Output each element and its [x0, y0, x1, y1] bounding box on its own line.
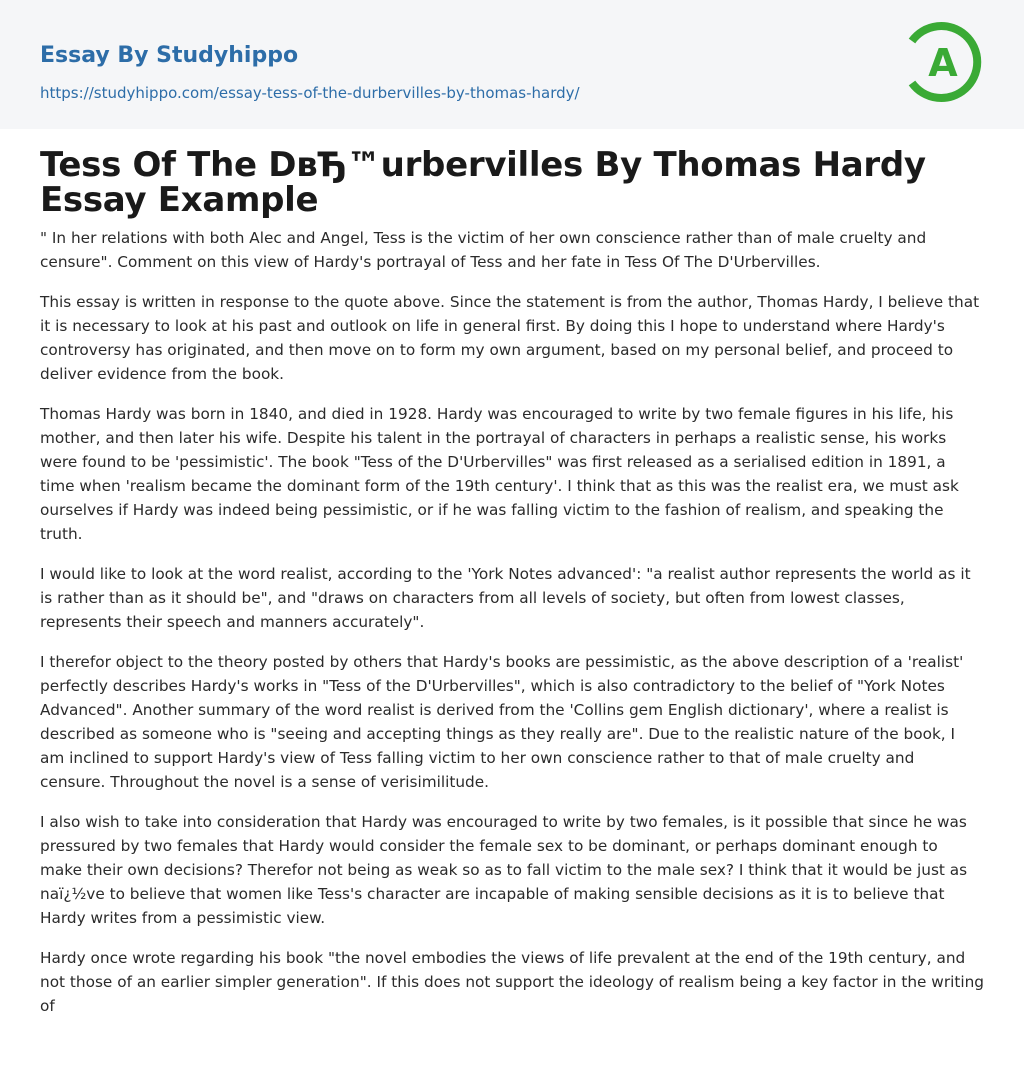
paragraph: Hardy once wrote regarding his book "the novel embodies the views of life prevalent at the end of the 19th century, and not those of an earlier simpler generation". If this does not support the ideology of realism being a key factor in the writing of — [40, 949, 985, 1015]
article-title: Tess Of The DвЂ™urbervilles By Thomas Hardy Essay Example — [40, 145, 926, 220]
paragraph: I also wish to take into consideration that Hardy was encouraged to write by two females, is it possible that since he was pressured by two females that Hardy would consider the female sex to be dominant, or perhaps dominant enough to make their own decisions? Therefor not being as weak so as to fall victim to the male sex? I think that it would be just as naï¿½ve to believe that women like Tess's character are incapable of making sensible decisions as it is to believe that Hardy writes from a pessimistic view. — [40, 813, 968, 927]
paragraph: I therefor object to the theory posted by others that Hardy's books are pessimistic, as the above description of a 'realist' perfectly describes Hardy's works in "Tess of the D'Urbervilles", which is also contradictory to the belief of "York Notes Advanced". Another summary of the word realist is derived from the 'Collins gem English dictionary', where a realist is described as someone who is "seeing and accepting things as they really are". Due to the realistic nature of the book, I am inclined to support Hardy's view of Tess falling victim to her own conscience rather to that of male cruelty and censure. Throughout the novel is a sense of verisimilitude. — [40, 653, 964, 791]
site-name[interactable]: Essay By Studyhippo — [40, 43, 299, 68]
paragraph: I would like to look at the word realist, according to the 'York Notes advanced': "a realist author represents the world as it is rather than as it should be", and "draws on characters from all levels of society, but often from lowest classes, represents their speech and manners accurately". — [40, 565, 971, 631]
logo-letter: A — [928, 41, 958, 85]
paragraph: " In her relations with both Alec and Angel, Tess is the victim of her own conscience rather than of male cruelty and censure". Comment on this view of Hardy's portrayal of Tess and her fate in Tess Of The D'Urbervilles. — [40, 229, 927, 271]
article-url-link[interactable]: https://studyhippo.com/essay-tess-of-the-durbervilles-by-thomas-hardy/ — [40, 84, 580, 102]
paragraph: This essay is written in response to the quote above. Since the statement is from the author, Thomas Hardy, I believe that it is necessary to look at his past and outlook on life in general first. By doing this I hope to understand where Hardy's controversy has originated, and then move on to form my own argument, based on my personal belief, and proceed to deliver evidence from the book. — [40, 293, 980, 383]
site-header — [0, 0, 1024, 129]
paragraph: Thomas Hardy was born in 1840, and died in 1928. Hardy was encouraged to write by two female figures in his life, his mother, and then later his wife. Despite his talent in the portrayal of characters in perhaps a realistic sense, his works were found to be 'pessimistic'. The book "Tess of the D'Urbervilles" was first released as a serialised edition in 1891, a time when 'realism became the dominant form of the 19th century'. I think that as this was the realist era, we must ask ourselves if Hardy was indeed being pessimistic, or if he was falling victim to the fashion of realism, and speaking the truth. — [40, 405, 959, 543]
article-body — [0, 145, 1024, 1018]
studyhippo-logo-icon[interactable] — [899, 19, 985, 105]
